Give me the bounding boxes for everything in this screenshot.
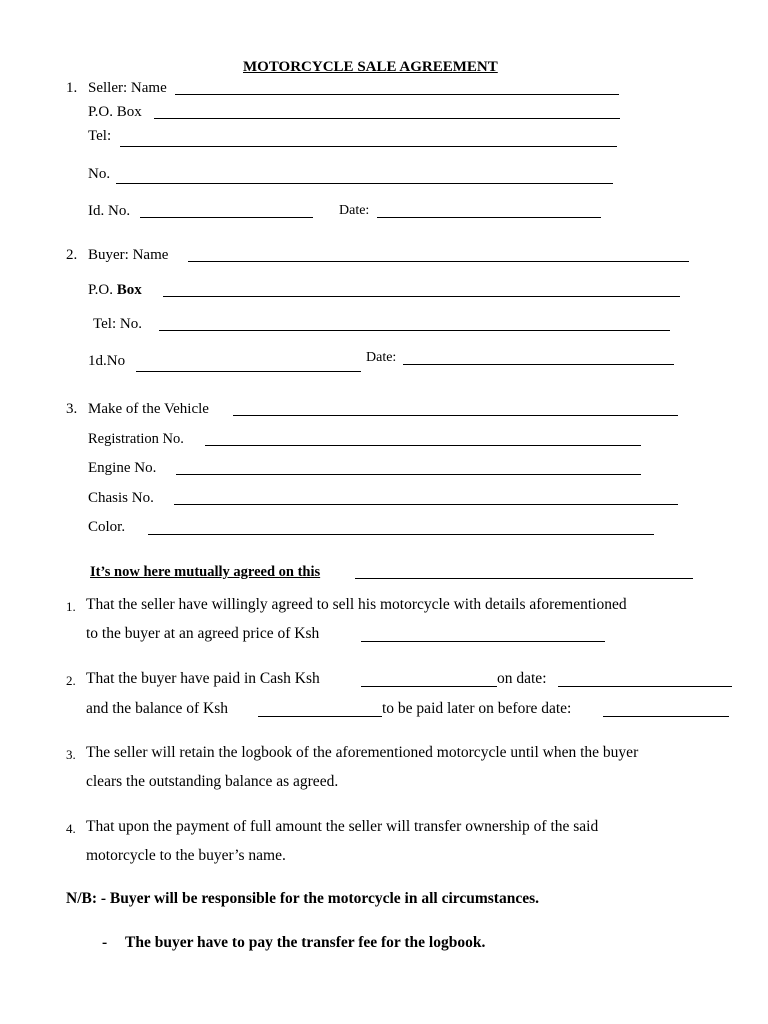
vehicle-engine-field[interactable]	[176, 474, 641, 475]
seller-no-field[interactable]	[116, 183, 613, 184]
seller-pobox-label: P.O. Box	[88, 104, 142, 120]
vehicle-make-field[interactable]	[233, 415, 678, 416]
seller-tel-field[interactable]	[120, 146, 617, 147]
buyer-date-label: Date:	[366, 350, 397, 365]
buyer-pobox-label: P.O. Box	[88, 282, 142, 298]
buyer-tel-field[interactable]	[159, 330, 670, 331]
buyer-id-label: 1d.No	[88, 353, 126, 369]
vehicle-reg-field[interactable]	[205, 445, 641, 446]
seller-name-label: Seller: Name	[88, 80, 167, 96]
seller-date-field[interactable]	[377, 217, 601, 218]
section-number-buyer: 2.	[66, 247, 78, 263]
clause-3-line-2: clears the outstanding balance as agreed.	[86, 773, 339, 790]
clause-4-line-2: motorcycle to the buyer’s name.	[86, 847, 286, 864]
page-title: MOTORCYCLE SALE AGREEMENT	[243, 59, 498, 75]
seller-pobox-field[interactable]	[154, 118, 620, 119]
agreed-date-field[interactable]	[355, 578, 693, 579]
clause-3-line-1: The seller will retain the logbook of the aforementioned motorcycle until when the buyer	[86, 744, 639, 761]
buyer-date-field[interactable]	[403, 364, 674, 365]
clause-number: 2.	[66, 673, 76, 688]
balance-amount-field[interactable]	[258, 716, 382, 717]
clause-number: 4.	[66, 821, 76, 836]
seller-tel-label: Tel:	[88, 128, 112, 144]
cash-date-field[interactable]	[558, 686, 732, 687]
vehicle-color-field[interactable]	[148, 534, 654, 535]
section-number-vehicle: 3.	[66, 401, 78, 417]
clause-2-date-label: on date:	[497, 670, 547, 687]
clause-number: 3.	[66, 747, 76, 762]
buyer-id-field[interactable]	[136, 371, 361, 372]
clause-2-before-date-label: to be paid later on before date:	[382, 700, 572, 717]
buyer-name-field[interactable]	[188, 261, 689, 262]
vehicle-color-label: Color.	[88, 519, 126, 535]
seller-name-field[interactable]	[175, 94, 619, 95]
vehicle-make-label: Make of the Vehicle	[88, 401, 209, 417]
clause-number: 1.	[66, 599, 76, 614]
clause-1-line-2: to the buyer at an agreed price of Ksh	[86, 625, 320, 642]
agreed-heading: It’s now here mutually agreed on this	[90, 564, 321, 580]
agreed-price-field[interactable]	[361, 641, 605, 642]
clause-1-line-1: That the seller have willingly agreed to sell his motorcycle with details aforementioned	[86, 596, 627, 613]
buyer-tel-label: Tel: No.	[93, 316, 142, 332]
seller-no-label: No.	[88, 166, 111, 182]
buyer-name-label: Buyer: Name	[88, 247, 169, 263]
balance-date-field[interactable]	[603, 716, 729, 717]
bullet-transfer-fee: The buyer have to pay the transfer fee for the logbook.	[125, 934, 486, 951]
buyer-pobox-field[interactable]	[163, 296, 680, 297]
seller-id-label: Id. No.	[88, 203, 131, 219]
seller-id-field[interactable]	[140, 217, 313, 218]
vehicle-engine-label: Engine No.	[88, 460, 157, 476]
vehicle-chasis-label: Chasis No.	[88, 490, 154, 506]
section-number-seller: 1.	[66, 80, 78, 96]
vehicle-chasis-field[interactable]	[174, 504, 678, 505]
clause-4-line-1: That upon the payment of full amount the seller will transfer ownership of the said	[86, 818, 599, 835]
vehicle-reg-label: Registration No.	[88, 431, 184, 447]
bullet-dash: -	[102, 934, 108, 951]
nb-note: N/B: - Buyer will be responsible for the motorcycle in all circumstances.	[66, 890, 539, 907]
clause-2-balance-label: and the balance of Ksh	[86, 700, 229, 717]
cash-amount-field[interactable]	[361, 686, 497, 687]
clause-2-cash-label: That the buyer have paid in Cash Ksh	[86, 670, 320, 687]
seller-date-label: Date:	[339, 203, 370, 218]
